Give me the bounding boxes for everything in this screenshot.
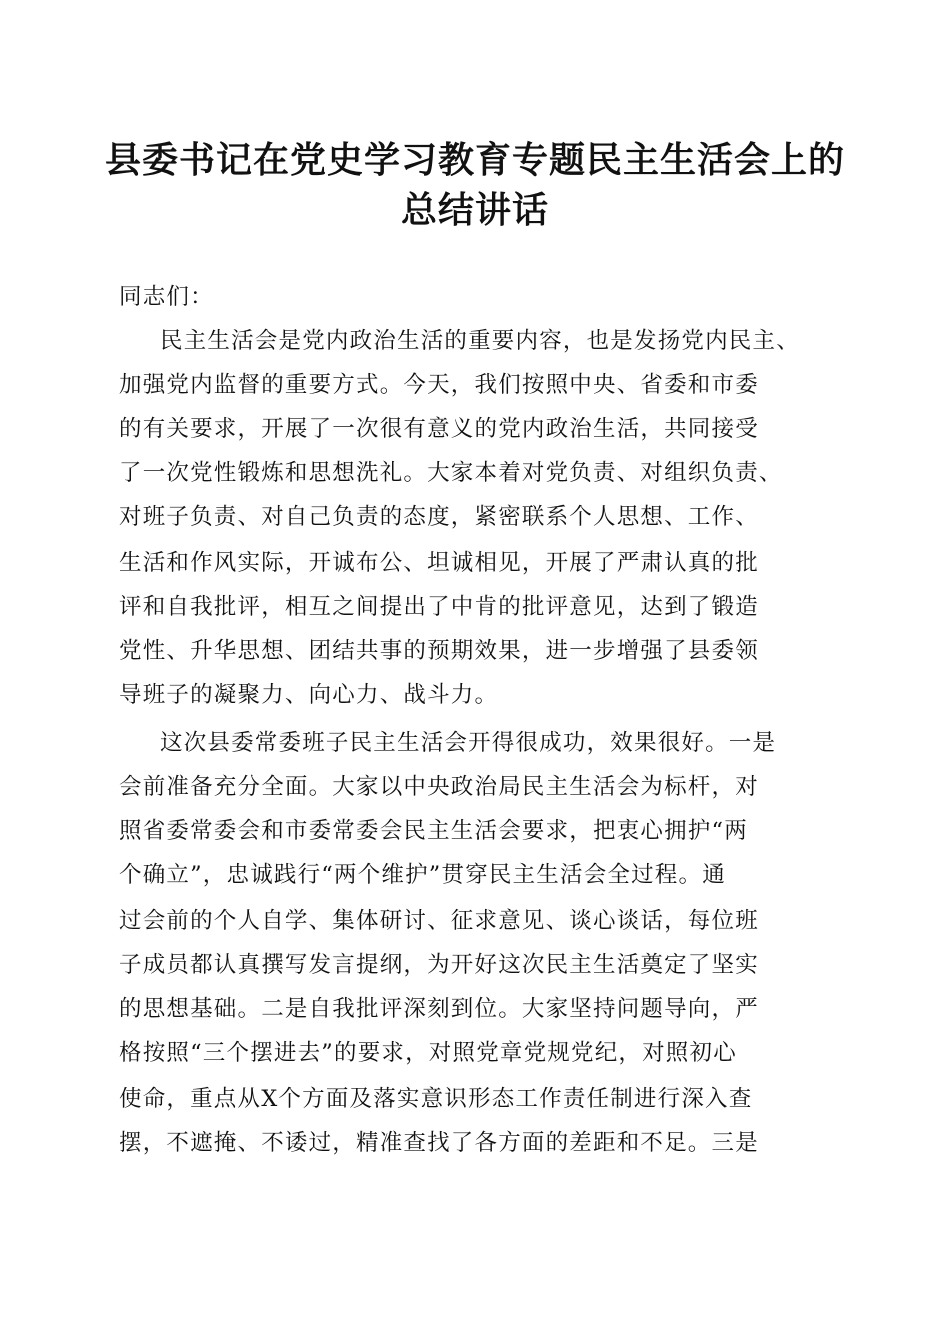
paragraph-line: 了一次党性锻炼和思想洗礼。大家本着对党负责、对组织负责、 bbox=[119, 460, 783, 486]
paragraph-line: 格按照“三个摆进去”的要求，对照党章党规党纪，对照初心 bbox=[119, 1040, 737, 1066]
paragraph-line: 生活和作风实际，开诚布公、坦诚相见，开展了严肃认真的批 bbox=[119, 550, 759, 576]
salutation: 同志们： bbox=[119, 284, 214, 310]
paragraph-line: 的有关要求，开展了一次很有意义的党内政治生活，共同接受 bbox=[119, 416, 759, 442]
paragraph-line: 这次县委常委班子民主生活会开得很成功，效果很好。一是 bbox=[160, 730, 777, 756]
paragraph-line: 摆，不遮掩、不诿过，精准查找了各方面的差距和不足。三是 bbox=[119, 1130, 759, 1156]
paragraph-line: 过会前的个人自学、集体研讨、征求意见、谈心谈话，每位班 bbox=[119, 908, 759, 934]
paragraph-line: 加强党内监督的重要方式。今天，我们按照中央、省委和市委 bbox=[119, 372, 759, 398]
paragraph-line: 党性、升华思想、团结共事的预期效果，进一步增强了县委领 bbox=[119, 638, 759, 664]
paragraph-line: 民主生活会是党内政治生活的重要内容，也是发扬党内民主、 bbox=[160, 328, 800, 354]
paragraph-line: 个确立”，忠诚践行“两个维护”贯穿民主生活会全过程。通 bbox=[119, 862, 726, 888]
paragraph-line: 使命，重点从X个方面及落实意识形态工作责任制进行深入查 bbox=[119, 1086, 753, 1112]
paragraph-line: 会前准备充分全面。大家以中央政治局民主生活会为标杆，对 bbox=[119, 774, 759, 800]
paragraph-line: 对班子负责、对自己负责的态度，紧密联系个人思想、工作、 bbox=[119, 504, 759, 530]
paragraph-line: 照省委常委会和市委常委会民主生活会要求，把衷心拥护“两 bbox=[119, 818, 748, 844]
paragraph-line: 导班子的凝聚力、向心力、战斗力。 bbox=[119, 682, 499, 708]
paragraph-line: 评和自我批评，相互之间提出了中肯的批评意见，达到了锻造 bbox=[119, 594, 759, 620]
paragraph-line: 的思想基础。二是自我批评深刻到位。大家坚持问题导向，严 bbox=[119, 996, 759, 1022]
document-title-line-1: 县委书记在党史学习教育专题民主生活会上的 bbox=[104, 139, 845, 181]
paragraph-line: 子成员都认真撰写发言提纲，为开好这次民主生活奠定了坚实 bbox=[119, 952, 759, 978]
document-title-line-2: 总结讲话 bbox=[400, 189, 549, 231]
